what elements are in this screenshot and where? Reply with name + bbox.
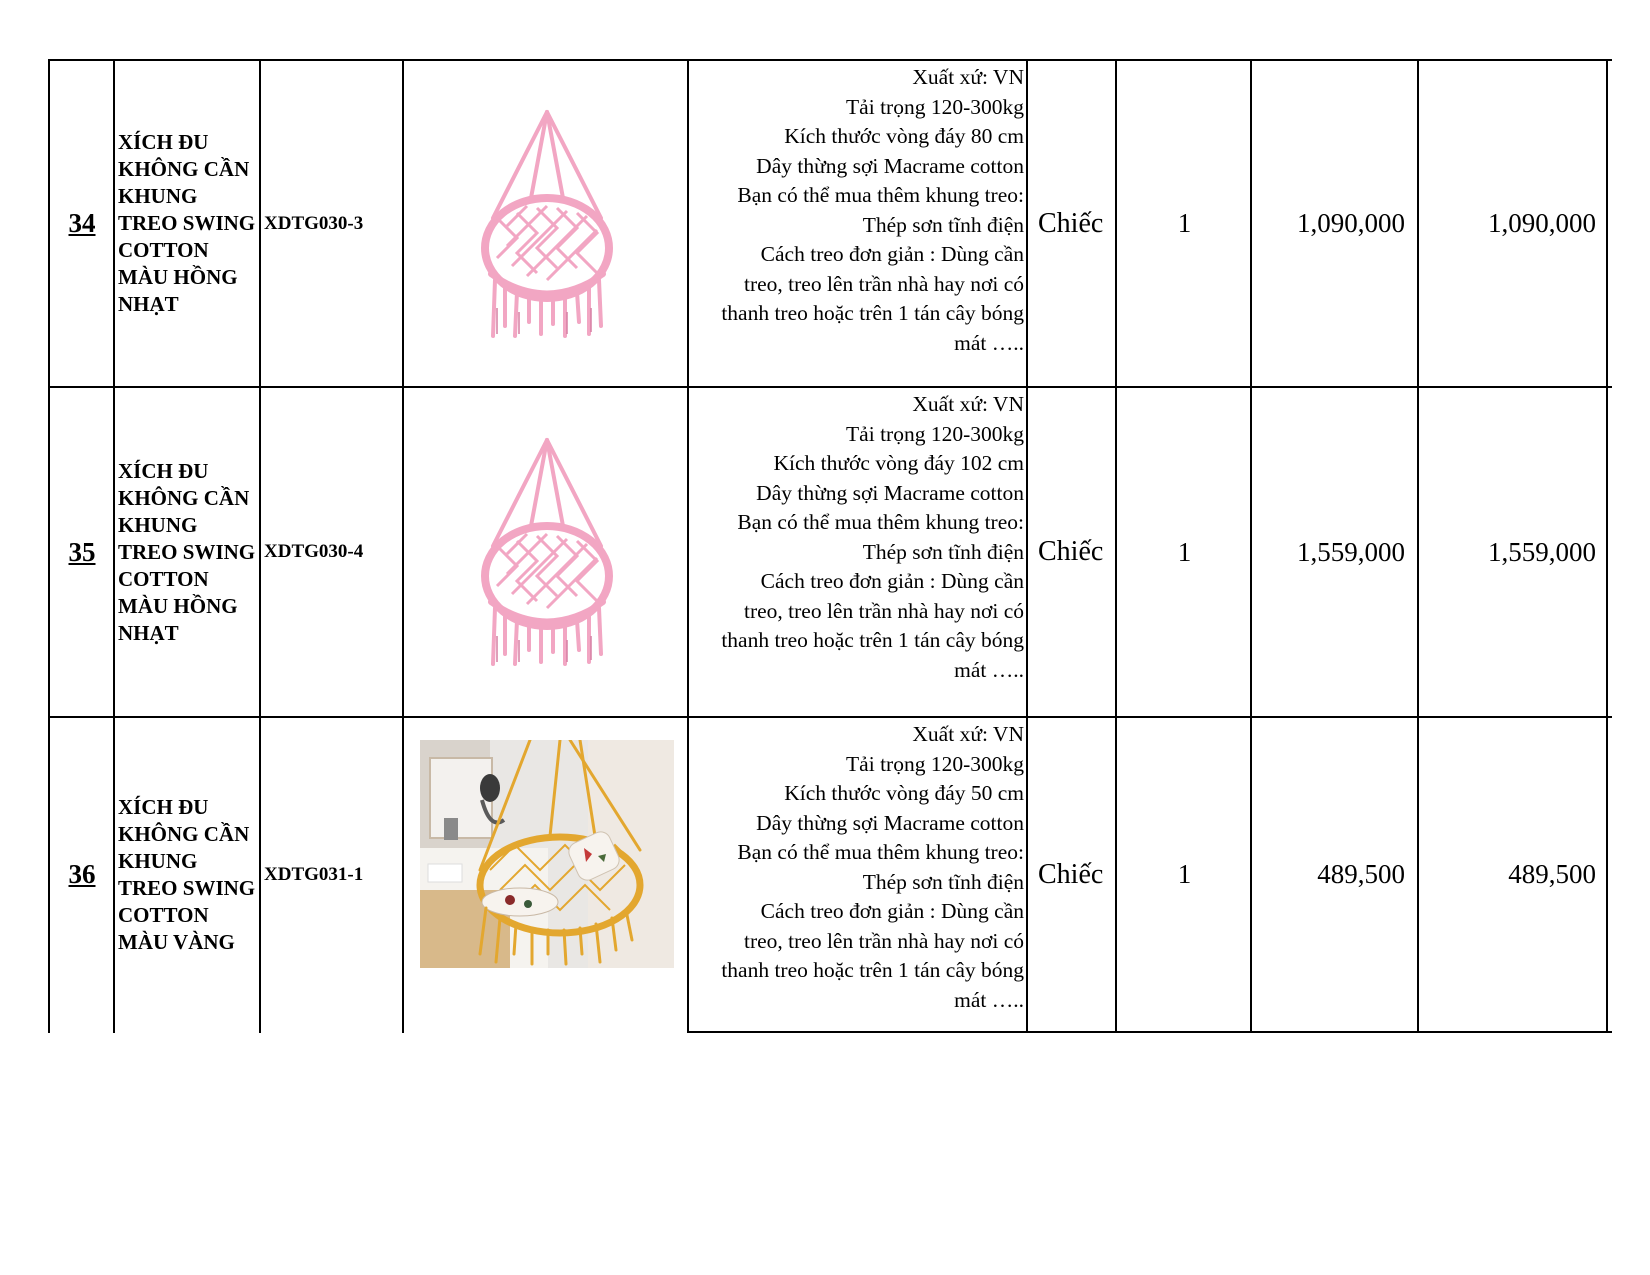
pink-hanging-chair-image bbox=[467, 436, 627, 668]
unit-price-cell bbox=[1252, 718, 1419, 1031]
product-description-cell bbox=[689, 388, 1028, 716]
product-code: XDTG031-1 bbox=[264, 863, 364, 885]
product-description: Xuất xứ: VN Tải trọng 120-300kg Kích thước vòng đáy 102 cm Dây thừng sợi Macrame cotton Bạn có thể mua thêm khung treo: Thép sơn tĩnh điện Cách treo đơn giản : Dùng cần treo, treo lên trần nhà hay nơi có thanh treo hoặc trên 1 tán cây bóng mát ….. bbox=[721, 392, 1024, 682]
unit: Chiếc bbox=[1038, 858, 1104, 890]
unit-price-cell bbox=[1252, 388, 1419, 716]
unit-cell bbox=[1028, 61, 1117, 386]
row-number: 35 bbox=[68, 536, 96, 567]
quantity: 1 bbox=[1177, 859, 1192, 889]
product-name-cell bbox=[115, 718, 261, 1031]
product-description: Xuất xứ: VN Tải trọng 120-300kg Kích thước vòng đáy 80 cm Dây thừng sợi Macrame cotton Bạn có thể mua thêm khung treo: Thép sơn tĩnh điện Cách treo đơn giản : Dùng cần treo, treo lên trần nhà hay nơi có thanh treo hoặc trên 1 tán cây bóng mát ….. bbox=[721, 65, 1024, 355]
row-number-cell bbox=[49, 388, 115, 716]
unit-cell bbox=[1028, 718, 1117, 1031]
quantity: 1 bbox=[1177, 208, 1192, 238]
yellow-hanging-chair-photo bbox=[420, 740, 674, 968]
table-row bbox=[49, 388, 1610, 716]
product-image-cell bbox=[404, 388, 689, 716]
quantity-cell bbox=[1117, 718, 1252, 1031]
product-description-cell bbox=[689, 718, 1028, 1031]
product-name: XÍCH ĐU KHÔNG CẦN KHUNG TREO SWING COTTON MÀU VÀNG bbox=[118, 794, 256, 954]
total-price-cell bbox=[1419, 61, 1610, 386]
product-name-cell bbox=[115, 388, 261, 716]
product-image-cell bbox=[404, 718, 689, 1031]
total-price-cell bbox=[1419, 718, 1610, 1031]
product-name: XÍCH ĐU KHÔNG CẦN KHUNG TREO SWING COTTON MÀU HỒNG NHẠT bbox=[118, 130, 256, 316]
row-number-cell bbox=[49, 61, 115, 386]
row-number: 34 bbox=[68, 208, 96, 238]
unit: Chiếc bbox=[1038, 536, 1104, 567]
quantity-cell bbox=[1117, 61, 1252, 386]
total-price-cell bbox=[1419, 388, 1610, 716]
unit: Chiếc bbox=[1038, 207, 1104, 239]
row-number: 36 bbox=[68, 859, 96, 889]
unit-price-cell bbox=[1252, 61, 1419, 386]
product-code: XDTG030-4 bbox=[264, 541, 364, 562]
product-description-cell bbox=[689, 61, 1028, 386]
quantity: 1 bbox=[1177, 536, 1192, 567]
product-description: Xuất xứ: VN Tải trọng 120-300kg Kích thước vòng đáy 50 cm Dây thừng sợi Macrame cotton Bạn có thể mua thêm khung treo: Thép sơn tĩnh điện Cách treo đơn giản : Dùng cần treo, treo lên trần nhà hay nơi có thanh treo hoặc trên 1 tán cây bóng mát ….. bbox=[721, 722, 1024, 1012]
total-price: 1,559,000 bbox=[1488, 536, 1596, 567]
unit-cell bbox=[1028, 388, 1117, 716]
product-code: XDTG030-3 bbox=[264, 212, 364, 234]
unit-price: 1,559,000 bbox=[1297, 536, 1405, 567]
product-name-cell bbox=[115, 61, 261, 386]
table-bottom-border-partial bbox=[687, 1031, 1612, 1033]
product-code-cell bbox=[261, 388, 404, 716]
total-price: 489,500 bbox=[1508, 859, 1596, 889]
table-row bbox=[49, 61, 1610, 386]
product-code-cell bbox=[261, 718, 404, 1031]
total-price: 1,090,000 bbox=[1488, 208, 1596, 238]
unit-price: 1,090,000 bbox=[1297, 208, 1405, 238]
unit-price: 489,500 bbox=[1317, 859, 1405, 889]
product-code-cell bbox=[261, 61, 404, 386]
product-name: XÍCH ĐU KHÔNG CẦN KHUNG TREO SWING COTTON MÀU HỒNG NHẠT bbox=[118, 458, 256, 645]
pink-hanging-chair-image bbox=[467, 108, 627, 340]
quantity-cell bbox=[1117, 388, 1252, 716]
table-row bbox=[49, 718, 1610, 1031]
product-image-cell bbox=[404, 61, 689, 386]
row-number-cell bbox=[49, 718, 115, 1031]
